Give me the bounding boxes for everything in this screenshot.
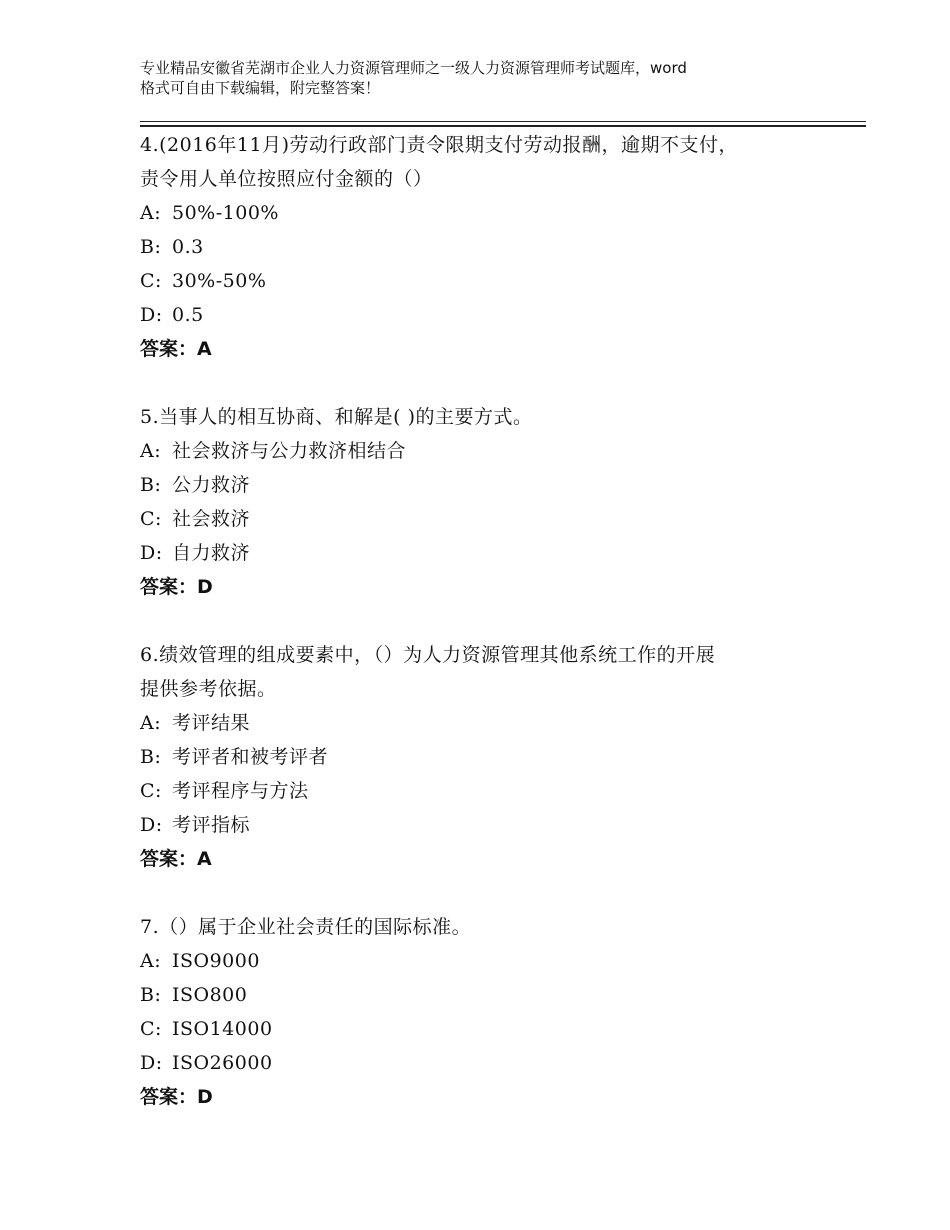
option-text: 50%-100% (172, 202, 279, 224)
option-c (140, 1012, 860, 1046)
option-text: 自力救济 (172, 542, 251, 564)
option-d (140, 808, 860, 842)
option-c (140, 774, 860, 808)
option-label: A: (140, 202, 162, 224)
option-label: D: (140, 542, 163, 564)
answer-line: 答案：D (140, 576, 213, 598)
question-stem-line: 责令用人单位按照应付金额的（） (140, 168, 433, 190)
option-text: 社会救济与公力救济相结合 (172, 440, 407, 462)
option-b (140, 468, 860, 502)
option-text: 0.3 (172, 236, 204, 258)
option-c (140, 502, 860, 536)
option-label: C: (140, 1018, 162, 1040)
answer-line: 答案：A (140, 848, 212, 870)
question-item (140, 910, 860, 1114)
header-line-2: 格式可自由下载编辑，附完整答案！ (140, 79, 381, 97)
option-text: 考评程序与方法 (172, 780, 309, 802)
option-label: D: (140, 304, 163, 326)
answer-line: 答案：A (140, 338, 212, 360)
option-label: A: (140, 950, 162, 972)
header-rule-thick (140, 125, 866, 127)
option-label: C: (140, 780, 162, 802)
question-stem-line: 5.当事人的相互协商、和解是( )的主要方式。 (140, 406, 533, 428)
question-stem-line: 提供参考依据。 (140, 678, 277, 700)
option-label: C: (140, 270, 162, 292)
option-d (140, 536, 860, 570)
question-item (140, 400, 860, 604)
option-label: B: (140, 236, 162, 258)
option-text: ISO14000 (172, 1018, 273, 1040)
option-a (140, 706, 860, 740)
option-d (140, 298, 860, 332)
option-text: ISO26000 (172, 1052, 273, 1074)
document-header (140, 58, 840, 98)
question-stem-line: 6.绩效管理的组成要素中，（）为人力资源管理其他系统工作的开展 (140, 644, 716, 666)
option-label: D: (140, 1052, 163, 1074)
option-text: ISO800 (172, 984, 248, 1006)
option-text: 社会救济 (172, 508, 251, 530)
option-label: A: (140, 712, 162, 734)
option-text: 0.5 (172, 304, 204, 326)
option-text: 考评指标 (172, 814, 251, 836)
option-a (140, 944, 860, 978)
option-text: 考评结果 (172, 712, 251, 734)
option-label: B: (140, 746, 162, 768)
option-label: A: (140, 440, 162, 462)
question-item (140, 128, 860, 366)
option-text: 考评者和被考评者 (172, 746, 329, 768)
option-label: B: (140, 984, 162, 1006)
question-stem-line: 7.（）属于企业社会责任的国际标准。 (140, 916, 472, 938)
header-rule-thin (140, 121, 866, 122)
option-text: 公力救济 (172, 474, 251, 496)
header-line-1: 专业精品安徽省芜湖市企业人力资源管理师之一级人力资源管理师考试题库，word (140, 59, 687, 77)
option-d (140, 1046, 860, 1080)
option-b (140, 230, 860, 264)
option-label: B: (140, 474, 162, 496)
option-a (140, 434, 860, 468)
option-b (140, 740, 860, 774)
question-stem-line: 4.(2016年11月)劳动行政部门责令限期支付劳动报酬，逾期不支付， (140, 134, 738, 156)
option-label: C: (140, 508, 162, 530)
option-label: D: (140, 814, 163, 836)
question-item (140, 638, 860, 876)
option-c (140, 264, 860, 298)
option-text: 30%-50% (172, 270, 267, 292)
option-text: ISO9000 (172, 950, 260, 972)
option-b (140, 978, 860, 1012)
question-list (140, 128, 860, 1148)
option-a (140, 196, 860, 230)
answer-line: 答案：D (140, 1086, 213, 1108)
